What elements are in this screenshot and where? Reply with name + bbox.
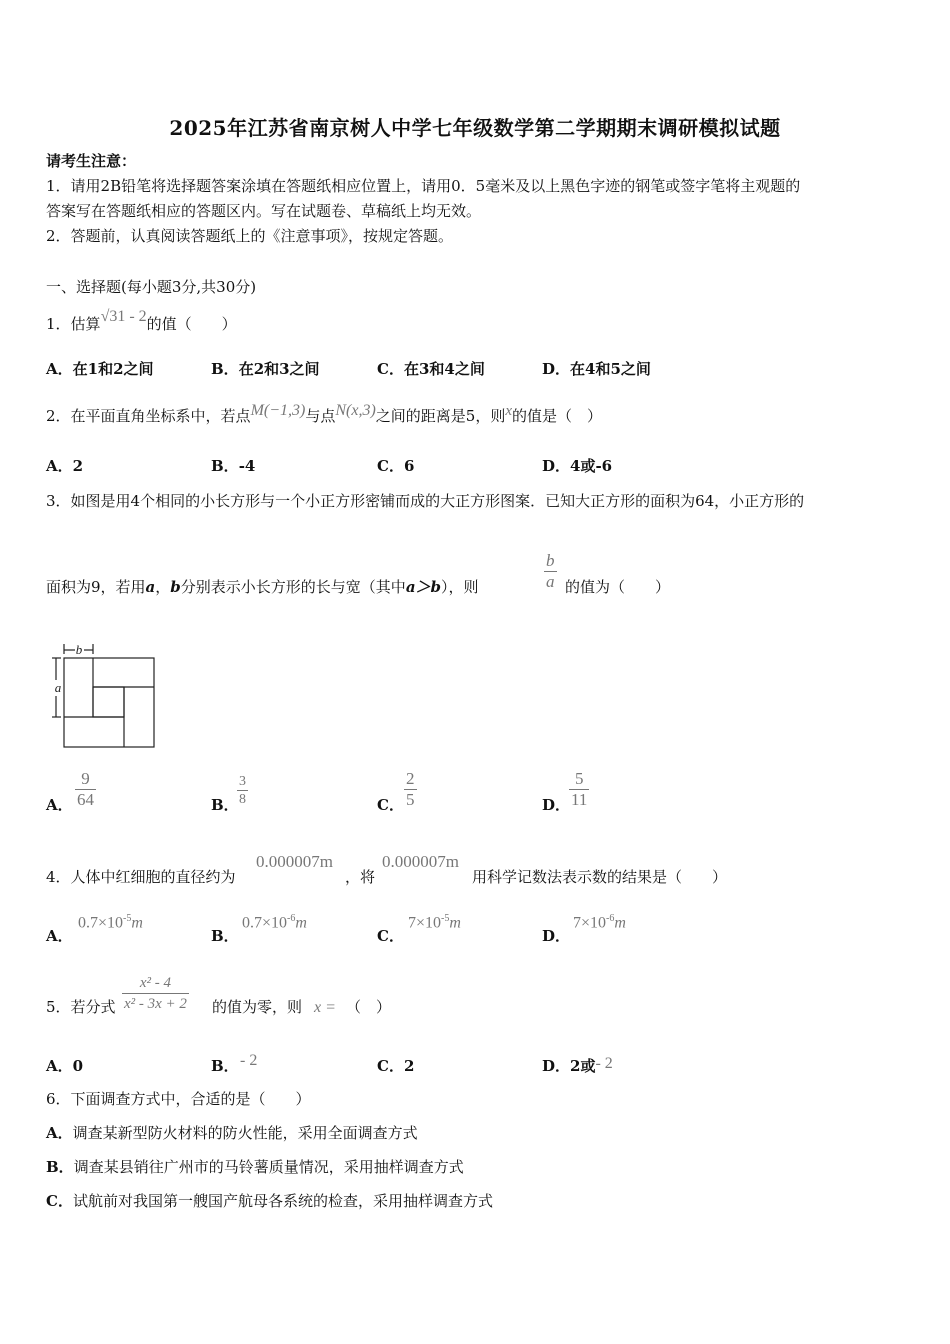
q1-option-a[interactable]: A．在1和2之间 <box>46 360 154 378</box>
q5-stem-c: （ ） <box>346 998 392 1016</box>
q3-stem-line2: 面积为9，若用a，b分别表示小长方形的长与宽（其中a＞b），则 <box>46 578 479 596</box>
q4-stem-b: ，将 <box>345 868 376 886</box>
q5-option-b-value[interactable]: - 2 <box>240 1052 258 1069</box>
notice-line2: 2．答题前，认真阅读答题纸上的《注意事项》，按规定答题。 <box>46 227 454 245</box>
q4-option-d-value[interactable]: $7\times 10^{-6}m$ <box>573 913 626 932</box>
q2-option-b[interactable]: B．-4 <box>211 457 256 475</box>
q1-option-b[interactable]: B．在2和3之间 <box>211 360 320 378</box>
q4-option-a-value[interactable]: $0.7\times 10^{-5}m$ <box>78 913 143 932</box>
q4-option-c-label[interactable]: C． <box>377 927 404 945</box>
q2-point-n: N(x,3) <box>335 402 376 419</box>
fig-label-a: a <box>54 680 62 695</box>
q5-option-d[interactable]: D．2或- 2 <box>542 1055 613 1075</box>
q4-stem-c: 用科学记数法表示数的结果是（ ） <box>472 868 728 886</box>
q2-option-c[interactable]: C．6 <box>377 457 415 475</box>
notice-heading: 请考生注意： <box>46 152 137 170</box>
q3-option-d-frac[interactable]: $\frac{5}{11}$ <box>571 769 588 809</box>
q3-option-b-label[interactable]: B． <box>211 796 239 814</box>
fig-label-b: b <box>75 642 83 657</box>
q5-fraction: $\frac{\text{x² - 4}}{\text{x² - 3x + 2}}$ <box>124 975 187 1012</box>
q5-option-a[interactable]: A．0 <box>46 1057 84 1075</box>
q5-option-c[interactable]: C．2 <box>377 1057 415 1075</box>
large-square <box>64 658 154 747</box>
q4-stem-a: 4．人体中红细胞的直径约为 <box>46 868 236 886</box>
page-title: 2025年江苏省南京树人中学七年级数学第二学期期末调研模拟试题 <box>169 116 781 140</box>
q5-option-b-label[interactable]: B． <box>211 1057 239 1075</box>
q2-stem: 2．在平面直角坐标系中，若点M(−1,3)与点N(x,3)之间的距离是5，则x的值是（ ） <box>46 402 603 425</box>
q5-stem-a: 5．若分式 <box>46 998 116 1016</box>
small-square <box>93 687 124 717</box>
q2-option-d[interactable]: D．4或-6 <box>542 457 613 475</box>
q3-option-a-label[interactable]: A． <box>46 796 73 814</box>
q4-option-b-label[interactable]: B． <box>211 927 239 945</box>
q4-option-c-value[interactable]: $7\times 10^{-5}m$ <box>408 913 461 932</box>
q3-option-c-label[interactable]: C． <box>377 796 404 814</box>
q3-option-d-label[interactable]: D． <box>542 796 571 814</box>
q4-option-a-label[interactable]: A． <box>46 927 73 945</box>
notice-line1b: 答案写在答题纸相应的答题区内。写在试题卷、草稿纸上均无效。 <box>46 202 482 220</box>
q1-option-d[interactable]: D．在4和5之间 <box>542 360 651 378</box>
q3-stem-tail: 的值为（ ） <box>565 578 671 596</box>
q6-option-b[interactable]: B．调查某县销往广州市的马铃薯质量情况，采用抽样调查方式 <box>46 1158 464 1176</box>
q6-stem: 6．下面调查方式中，合适的是（ ） <box>46 1090 311 1108</box>
q3-option-b-frac[interactable]: $\frac{3}{8}$ <box>239 774 246 807</box>
q6-option-a[interactable]: A．调查某新型防火材料的防火性能，采用全面调查方式 <box>46 1124 418 1142</box>
q4-option-d-label[interactable]: D． <box>542 927 571 945</box>
q2-point-m: M(−1,3) <box>250 402 306 419</box>
q3-stem-line1: 3．如图是用4个相同的小长方形与一个小正方形密铺而成的大正方形图案．已知大正方形的面积为64，小正方形的 <box>46 492 805 510</box>
q1-stem <box>46 308 237 336</box>
q4-value-1: 0.000007m <box>256 852 333 871</box>
q4-value-2: 0.000007m <box>382 852 459 871</box>
q6-option-c[interactable]: C．试航前对我国第一艘国产航母各系统的检查，采用抽样调查方式 <box>46 1192 493 1210</box>
q1-num: 1． <box>46 315 71 333</box>
q2-option-a[interactable]: A．2 <box>46 457 84 475</box>
q5-var: x = <box>314 999 336 1016</box>
q5-stem-b: 的值为零，则 <box>212 998 303 1016</box>
q3-fraction-b-over-a: $\frac{b}{a}$ <box>546 551 555 591</box>
q4-option-b-value[interactable]: $0.7\times 10^{-6}m$ <box>242 913 307 932</box>
q3-option-a-frac[interactable]: $\frac{9}{64}$ <box>77 769 94 809</box>
q1-post: 的值（ ） <box>146 315 237 333</box>
q1-pre: 估算 <box>70 315 101 333</box>
notice-line1a: 1．请用2B铅笔将选择题答案涂填在答题纸相应位置上，请用0．5毫米及以上黑色字迹的钢笔或签字笔将主观题的 <box>46 177 801 195</box>
q1-option-c[interactable]: C．在3和4之间 <box>377 360 485 378</box>
q1-math: √31 - 2 <box>100 308 147 325</box>
section-heading: 一、选择题(每小题3分,共30分) <box>46 278 257 296</box>
q3-option-c-frac[interactable]: $\frac{2}{5}$ <box>406 769 415 809</box>
q3-figure <box>46 640 161 752</box>
q2-var-x: x <box>505 403 513 419</box>
